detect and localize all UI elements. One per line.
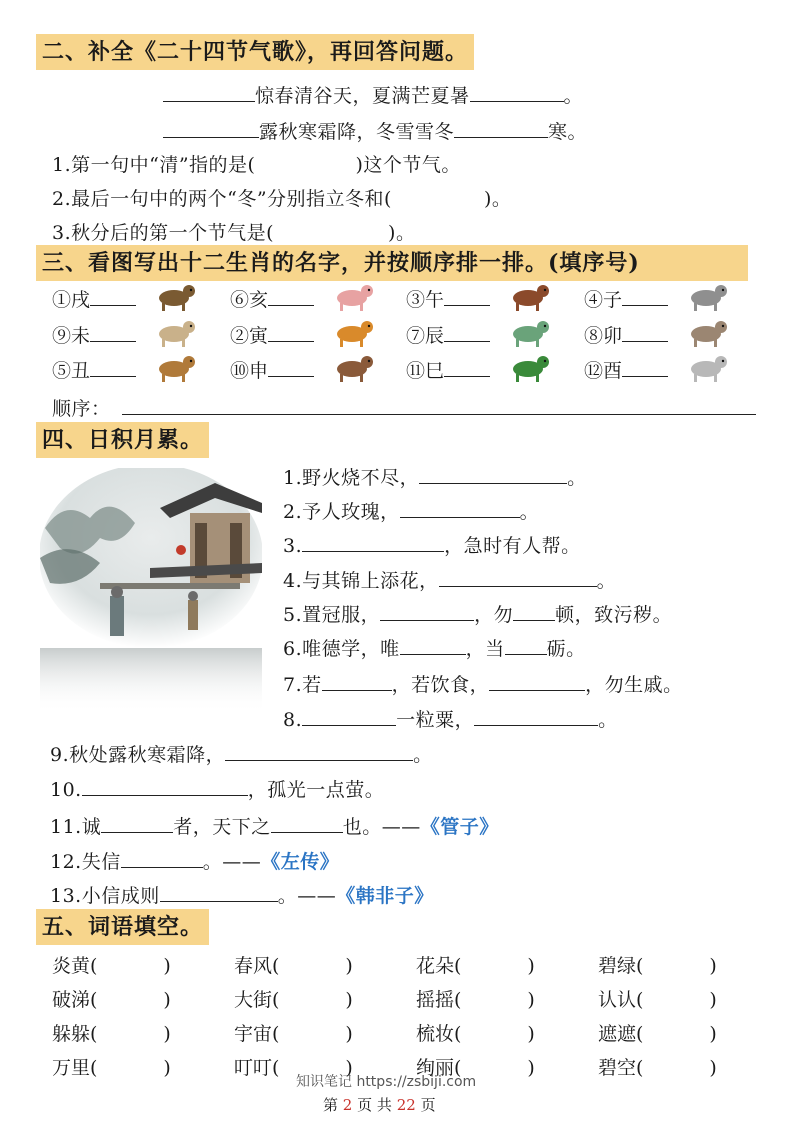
q-text: 。	[598, 709, 618, 731]
blank[interactable]	[302, 533, 444, 552]
q-text: ，急时有人帮。	[444, 535, 581, 557]
section3-title: 三、看图写出十二生肖的名字，并按顺序排一排。(填序号)	[36, 245, 748, 281]
question-4-9	[50, 740, 433, 767]
close-paren: )	[163, 1057, 171, 1079]
word-text: 躲躲(	[52, 1023, 98, 1045]
blank[interactable]	[400, 636, 466, 655]
poem-line-2	[163, 117, 587, 144]
zodiac-blank[interactable]	[622, 287, 668, 306]
book-title: 《管子》	[420, 816, 499, 838]
close-paren: )	[345, 1057, 353, 1079]
page-current: 2	[342, 1096, 353, 1114]
section5-title: 五、词语填空。	[36, 909, 209, 945]
question-text: )。	[388, 222, 416, 244]
word-text: 大街(	[234, 989, 280, 1011]
zodiac-blank[interactable]	[268, 358, 314, 377]
close-paren: )	[709, 955, 717, 977]
blank[interactable]	[439, 568, 597, 587]
close-paren: )	[163, 955, 171, 977]
poem-line-1	[163, 81, 583, 108]
q-text: ，勿	[474, 604, 514, 626]
blank[interactable]	[160, 883, 278, 902]
blank[interactable]	[225, 742, 413, 761]
word-item	[598, 1053, 717, 1080]
question-4-6	[283, 634, 586, 661]
zodiac-blank[interactable]	[268, 287, 314, 306]
book-title: 《韩非子》	[336, 885, 434, 907]
zodiac-label: ⑤丑	[52, 360, 91, 382]
zodiac-item	[406, 285, 490, 312]
q-text: 。	[413, 744, 433, 766]
rat-icon	[684, 279, 730, 313]
zodiac-label: ⑥亥	[230, 289, 269, 311]
question-text: 1.第一句中“清”指的是(	[52, 154, 256, 176]
q-text: 6.唯德学，唯	[283, 638, 400, 660]
word-text: 宇宙(	[234, 1023, 280, 1045]
word-text: 绚丽(	[416, 1057, 462, 1079]
zodiac-label: ⑩申	[230, 360, 269, 382]
question-text: )这个节气。	[355, 154, 461, 176]
monkey-icon	[330, 350, 376, 384]
blank[interactable]	[454, 119, 548, 138]
close-paren: )	[709, 989, 717, 1011]
blank[interactable]	[121, 849, 203, 868]
blank[interactable]	[513, 602, 555, 621]
word-item	[598, 985, 717, 1012]
q-text: 。	[567, 467, 587, 489]
blank[interactable]	[505, 636, 547, 655]
word-item	[598, 1019, 717, 1046]
zodiac-blank[interactable]	[444, 323, 490, 342]
zodiac-item	[406, 321, 490, 348]
word-text: 叮叮(	[234, 1057, 280, 1079]
page-text: 第	[323, 1096, 339, 1114]
question-4-12	[50, 847, 339, 874]
question-4-5	[283, 600, 672, 627]
zodiac-blank[interactable]	[90, 358, 136, 377]
order-answer-line[interactable]	[122, 414, 756, 415]
ink-painting-image	[40, 468, 262, 713]
poem-text: 。	[563, 85, 584, 107]
book-title: 《左传》	[261, 851, 340, 873]
tiger-icon	[330, 315, 376, 349]
question-4-4	[283, 566, 616, 593]
zodiac-blank[interactable]	[90, 323, 136, 342]
zodiac-label: ②寅	[230, 325, 269, 347]
blank[interactable]	[470, 83, 564, 102]
word-text: 破涕(	[52, 989, 98, 1011]
word-text: 万里(	[52, 1057, 98, 1079]
dragon-icon	[506, 315, 552, 349]
close-paren: )	[345, 1023, 353, 1045]
zodiac-item	[230, 321, 314, 348]
zodiac-label: ⑫酉	[584, 360, 623, 382]
question-4-1	[283, 463, 587, 490]
q-text: 10.	[50, 779, 82, 801]
q-text: ，孤光一点萤。	[247, 779, 385, 801]
dog-icon	[152, 279, 198, 313]
page-text: 页	[420, 1096, 436, 1114]
word-item	[234, 985, 353, 1012]
word-item	[52, 951, 171, 978]
word-item	[234, 1019, 353, 1046]
q-text: 顿，致污秽。	[555, 604, 673, 626]
blank[interactable]	[101, 814, 173, 833]
poem-text: 寒。	[548, 121, 588, 143]
ox-icon	[152, 350, 198, 384]
zodiac-item	[52, 321, 136, 348]
blank[interactable]	[474, 707, 598, 726]
zodiac-blank[interactable]	[268, 323, 314, 342]
q-text: 。	[519, 501, 540, 523]
word-text: 花朵(	[416, 955, 462, 977]
blank[interactable]	[322, 672, 392, 691]
close-paren: )	[527, 989, 535, 1011]
word-item	[416, 985, 535, 1012]
word-text: 遮遮(	[598, 1023, 644, 1045]
close-paren: )	[527, 1023, 535, 1045]
blank[interactable]	[82, 777, 248, 796]
zodiac-item	[52, 356, 136, 383]
q-text: 。	[596, 570, 617, 592]
question-4-11	[50, 812, 499, 839]
question-4-8	[283, 705, 618, 732]
zodiac-label: ⑨未	[52, 325, 91, 347]
q-text: 。——	[277, 885, 337, 907]
page-text: 页 共	[357, 1096, 392, 1114]
word-item	[52, 985, 171, 1012]
close-paren: )	[709, 1057, 717, 1079]
blank[interactable]	[400, 499, 520, 518]
q-text: 8.	[283, 709, 303, 731]
word-text: 碧绿(	[598, 955, 644, 977]
question-2-2	[52, 184, 511, 211]
q-text: 2.予人玫瑰，	[283, 501, 400, 523]
word-item	[416, 951, 535, 978]
close-paren: )	[345, 989, 353, 1011]
blank[interactable]	[380, 602, 474, 621]
word-text: 炎黄(	[52, 955, 98, 977]
close-paren: )	[345, 955, 353, 977]
close-paren: )	[163, 1023, 171, 1045]
close-paren: )	[163, 989, 171, 1011]
zodiac-item	[584, 356, 668, 383]
q-text: 11.诚	[50, 816, 102, 838]
q-text: 一粒粟，	[396, 709, 475, 731]
blank[interactable]	[302, 707, 396, 726]
question-2-1	[52, 150, 461, 177]
zodiac-blank[interactable]	[90, 287, 136, 306]
word-text: 摇摇(	[416, 989, 462, 1011]
q-text: 也。——	[342, 816, 421, 838]
horse-icon	[506, 279, 552, 313]
question-text: 2.最后一句中的两个“冬”分别指立冬和(	[52, 188, 392, 210]
close-paren: )	[527, 1057, 535, 1079]
zodiac-label: ⑧卯	[584, 325, 623, 347]
poem-text: 露秋寒霜降，冬雪雪冬	[259, 121, 455, 143]
q-text: 3.	[283, 535, 303, 557]
q-text: 12.失信	[50, 851, 121, 873]
q-text: 9.秋处露秋寒霜降，	[50, 744, 226, 766]
close-paren: )	[527, 955, 535, 977]
q-text: 4.与其锦上添花，	[283, 570, 439, 592]
zodiac-blank[interactable]	[622, 358, 668, 377]
goat-icon	[152, 315, 198, 349]
question-2-3	[52, 218, 415, 245]
question-text: )。	[483, 188, 512, 210]
q-text: ，当	[465, 638, 505, 660]
q-text: 1.野火烧不尽，	[283, 467, 420, 489]
q-text: 7.若	[283, 674, 322, 696]
section4-title: 四、日积月累。	[36, 422, 209, 458]
blank[interactable]	[489, 672, 585, 691]
zodiac-blank[interactable]	[444, 358, 490, 377]
zodiac-label: ④子	[584, 289, 623, 311]
question-4-2	[283, 497, 539, 524]
page-total: 22	[396, 1096, 416, 1114]
q-text: 5.置冠服，	[283, 604, 381, 626]
q-text: 。——	[202, 851, 262, 873]
word-item	[416, 1019, 535, 1046]
blank[interactable]	[419, 465, 567, 484]
word-item	[52, 1019, 171, 1046]
question-text: 3.秋分后的第一个节气是(	[52, 222, 275, 244]
q-text: 砺。	[546, 638, 586, 660]
zodiac-label: ③午	[406, 289, 445, 311]
zodiac-item	[584, 285, 668, 312]
zodiac-label: ⑦辰	[406, 325, 445, 347]
q-text: 者，天下之	[173, 816, 271, 838]
word-text: 梳妆(	[416, 1023, 462, 1045]
q-text: ，勿生戚。	[585, 674, 683, 696]
question-4-10	[50, 775, 384, 802]
word-item	[598, 951, 717, 978]
zodiac-item	[230, 285, 314, 312]
zodiac-item	[230, 356, 314, 383]
q-text: 13.小信成则	[50, 885, 160, 907]
section2-title: 二、补全《二十四节气歌》，再回答问题。	[36, 34, 474, 70]
zodiac-item	[52, 285, 136, 312]
watermark: 知识笔记 https://zsbiji.com	[296, 1074, 477, 1090]
word-item	[52, 1053, 171, 1080]
page-number	[323, 1094, 436, 1115]
question-4-7	[283, 670, 683, 697]
zodiac-item	[584, 321, 668, 348]
word-item	[234, 951, 353, 978]
blank[interactable]	[163, 83, 255, 102]
rabbit-icon	[684, 315, 730, 349]
close-paren: )	[709, 1023, 717, 1045]
word-text: 碧空(	[598, 1057, 644, 1079]
zodiac-item	[406, 356, 490, 383]
zodiac-blank[interactable]	[622, 323, 668, 342]
order-label: 顺序：	[52, 398, 111, 420]
blank[interactable]	[163, 119, 259, 138]
question-4-3	[283, 531, 581, 558]
zodiac-label: ⑪巳	[406, 360, 445, 382]
question-4-13	[50, 881, 434, 908]
zodiac-blank[interactable]	[444, 287, 490, 306]
word-text: 春风(	[234, 955, 280, 977]
rooster-icon	[684, 350, 730, 384]
word-text: 认认(	[598, 989, 644, 1011]
blank[interactable]	[271, 814, 343, 833]
poem-text: 惊春清谷天，夏满芒夏暑	[255, 85, 470, 107]
zodiac-label: ①戌	[52, 289, 91, 311]
pig-icon	[330, 279, 376, 313]
snake-icon	[506, 350, 552, 384]
q-text: ，若饮食，	[391, 674, 490, 696]
